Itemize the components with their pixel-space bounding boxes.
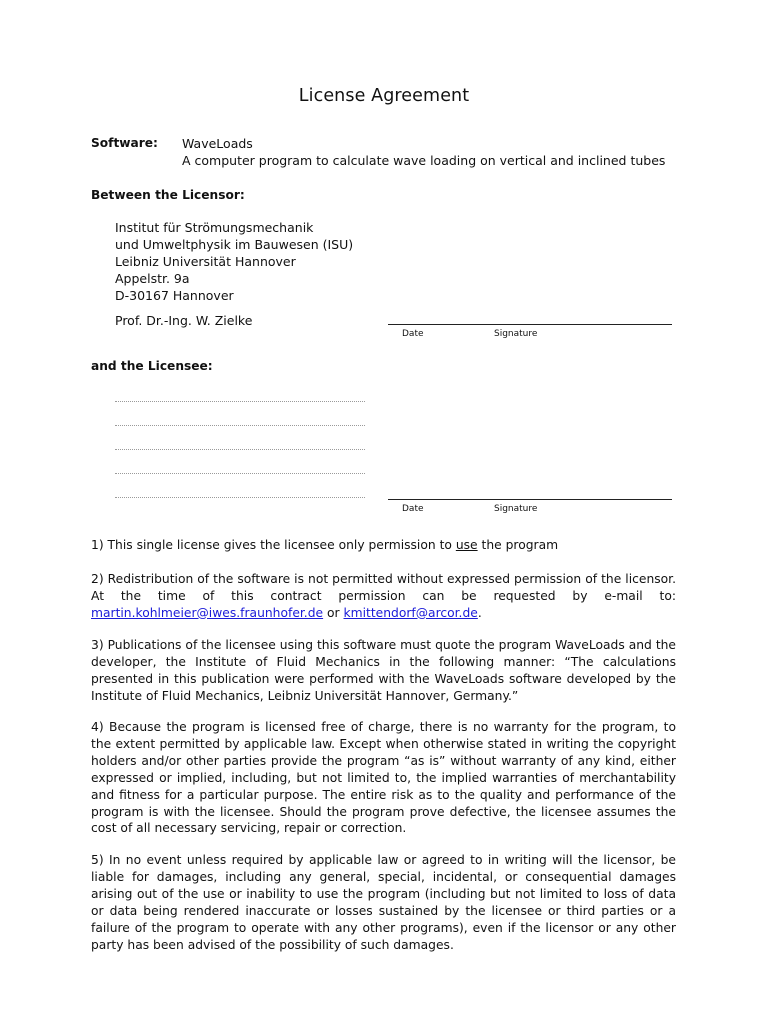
- clause-3: 3) Publications of the licensee using this software must quote the program WaveLoads and the developer, the Institute of Fluid Mechanics in the following manner: “The calculations presented in this publication were performed with the WaveLoads software developed by the Institute of Fluid Mechanics, Leibniz Universität Hannover, Germany.”: [91, 638, 676, 703]
- licensee-label: and the Licensee:: [91, 359, 213, 373]
- licensee-blank-line: [115, 497, 365, 498]
- software-description: A computer program to calculate wave loading on vertical and inclined tubes: [182, 153, 666, 168]
- address-line: Appelstr. 9a: [115, 271, 190, 286]
- clause-1: [91, 537, 676, 554]
- licensee-blank-line: [115, 425, 365, 426]
- clause-1-underlined-word: use: [455, 538, 478, 552]
- address-line: und Umweltphysik im Bauwesen (ISU): [115, 237, 354, 252]
- clause-2: [91, 571, 676, 622]
- licensee-blank-line: [115, 473, 365, 474]
- document-title: License Agreement: [298, 86, 470, 106]
- clause-2-or: or: [323, 605, 344, 620]
- email-link-mittendorf[interactable]: kmittendorf@arcor.de: [343, 605, 478, 620]
- address-line: Institut für Strömungsmechanik: [115, 220, 314, 235]
- clause-1-text: 1) This single license gives the licensee only permission to: [91, 538, 456, 552]
- clause-2-period: .: [477, 605, 482, 620]
- address-line: Leibniz Universität Hannover: [115, 254, 296, 269]
- clause-5: 5) In no event unless required by applicable law or agreed to in writing will the licensor, be liable for damages, including any general, special, incidental, or consequential damages arising out of the use or inability to use the program (including but not limited to loss of data or data being rendered inaccurate or losses sustained by the licensee or third parties or a failure of the program to operate with any other programs), even if the licensor or any other party has been advised of the possibility of such damages.: [91, 853, 676, 952]
- licensee-signature-label: Signature: [494, 504, 538, 514]
- address-line: D-30167 Hannover: [115, 288, 234, 303]
- clause-2-text: 2) Redistribution of the software is not permitted without expressed permission of the licensor. At the time of this contract permission can be requested by e-mail to:: [91, 572, 676, 603]
- clause-4: 4) Because the program is licensed free of charge, there is no warranty for the program, to the extent permitted by applicable law. Except when otherwise stated in writing the copyright holders and/or other parties provide the program “as is” without warranty of any kind, either expressed or implied, including, but not limited to, the implied warranties of merchantability and fitness for a particular purpose. The entire risk as to the quality and performance of the program is with the licensee. Should the program prove defective, the licensee assumes the cost of all necessary servicing, repair or correction.: [91, 720, 676, 836]
- licensor-label: Between the Licensor:: [91, 188, 245, 202]
- clause-1-text-end: the program: [477, 538, 559, 552]
- licensee-date-label: Date: [402, 504, 424, 514]
- licensor-signature-line: [388, 324, 672, 325]
- licensee-signature-line: [388, 499, 672, 500]
- licensee-blank-line: [115, 449, 365, 450]
- software-label: Software:: [91, 136, 158, 150]
- software-name: WaveLoads: [182, 136, 253, 151]
- licensor-date-label: Date: [402, 329, 424, 339]
- licensor-signatory: Prof. Dr.-Ing. W. Zielke: [115, 313, 253, 328]
- email-link-kohlmeier[interactable]: martin.kohlmeier@iwes.fraunhofer.de: [91, 605, 324, 620]
- licensee-blank-line: [115, 401, 365, 402]
- licensor-signature-label: Signature: [494, 329, 538, 339]
- licensor-address: [115, 219, 353, 304]
